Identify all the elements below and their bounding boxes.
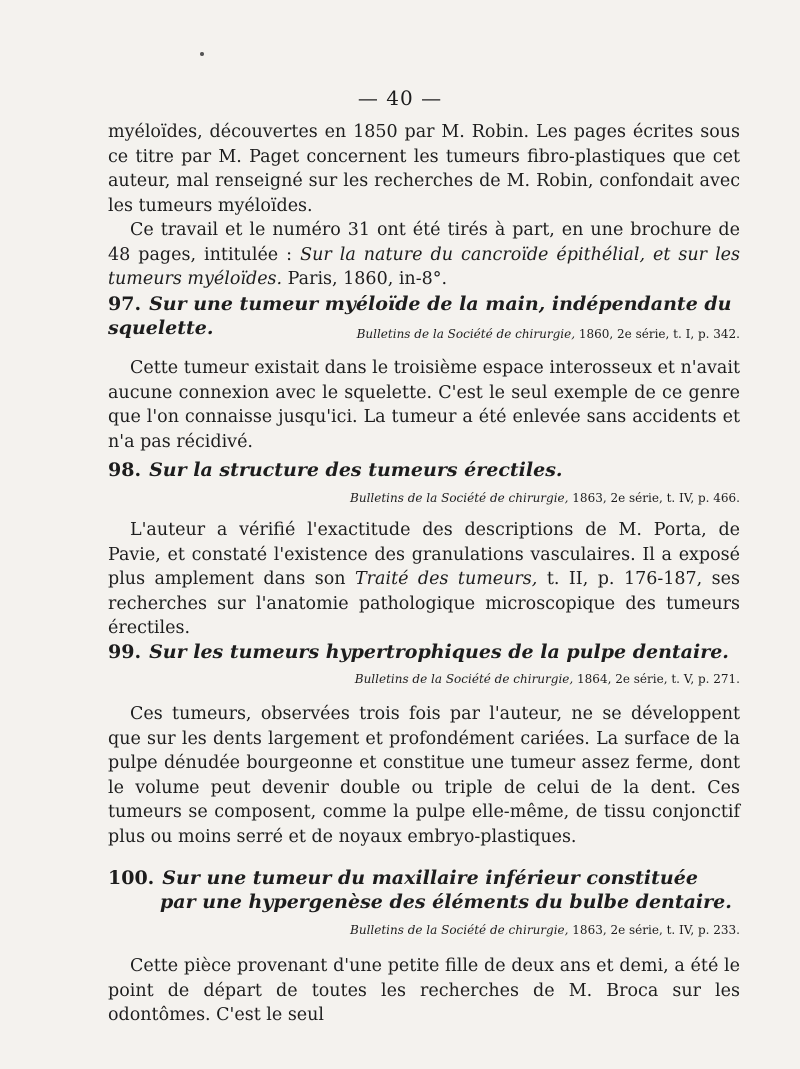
- entry-97-title: Sur une tumeur myéloïde de la main, indépendante du squelette.: [108, 293, 732, 339]
- entry-98-ref-details: 1863, 2e série, t. IV, p. 466.: [568, 491, 740, 505]
- entry-98-book-title: Traité des tumeurs,: [355, 569, 538, 589]
- entry-99-number: 99.: [108, 641, 142, 663]
- entry-98-paragraph: [108, 518, 740, 641]
- entry-98-journal: Bulletins de la Société de chirurgie,: [350, 491, 569, 505]
- entry-98-number: 98.: [108, 459, 142, 481]
- entry-97-ref-details: 1860, 2e série, t. I, p. 342.: [575, 327, 740, 341]
- page-number: — 40 —: [357, 86, 443, 110]
- entry-100-ref-details: 1863, 2e série, t. IV, p. 233.: [568, 923, 740, 937]
- entry-100-body: [108, 954, 740, 1028]
- entry-100-number: 100.: [108, 867, 155, 889]
- entry-98-heading: [108, 458, 740, 482]
- entry-100-journal: Bulletins de la Société de chirurgie,: [350, 923, 569, 937]
- entry-98-body: [108, 518, 740, 641]
- entry-97-reference: [108, 326, 740, 342]
- entry-99-body: [108, 702, 740, 849]
- entry-99-journal: Bulletins de la Société de chirurgie,: [354, 672, 574, 686]
- entry-99-paragraph: Ces tumeurs, observées trois fois par l'auteur, ne se développent que sur les dents largement et profondément cariées. La surface de la pulpe dénudée bourgeonne et constitue une tumeur assez ferme, dont le volume peut devenir double ou triple de celui de la dent. Ces tumeurs se composent, comme la pulpe elle-même, de tissu conjonctif plus ou moins serré et de noyaux embryo-plastiques.: [108, 704, 740, 847]
- intro-paragraph-2: [108, 218, 740, 292]
- entry-98-body-end: t. II, p. 176-187, ses recherches sur l'anatomie pathologique microscopique des tumeurs érectiles.: [108, 569, 740, 638]
- entry-97-body: [108, 356, 740, 454]
- intro-paragraph-1: myéloïdes, découvertes en 1850 par M. Robin. Les pages écrites sous ce titre par M. Paget concernent les tumeurs fibro-plastiques que cet auteur, mal renseigné sur les recherches de M. Robin, confondait avec les tumeurs myéloïdes.: [108, 122, 740, 216]
- entry-100-reference: [108, 922, 740, 938]
- entry-99-title: Sur les tumeurs hypertrophiques de la pulpe dentaire.: [149, 641, 729, 663]
- entry-99-ref-details: 1864, 2e série, t. V, p. 271.: [573, 672, 740, 686]
- intro-paragraph-2-start: Ce travail et le numéro 31 ont été tirés à part, en une brochure de 48 pages, intitulée :: [108, 220, 740, 265]
- entry-100-title: Sur une tumeur du maxillaire inférieur constituée par une hypergenèse des éléments du bulbe dentaire.: [160, 867, 732, 913]
- entry-99-heading: [108, 640, 740, 664]
- entry-98-body-start: L'auteur a vérifié l'exactitude des descriptions de M. Porta, de Pavie, et constaté l'existence des granulations vasculaires. Il a exposé plus amplement dans son: [108, 520, 740, 589]
- intro-paragraph-2-end: Paris, 1860, in-8°.: [282, 269, 448, 289]
- entry-97-journal: Bulletins de la Société de chirurgie,: [356, 327, 576, 341]
- ink-speck: [200, 52, 204, 56]
- entry-98-reference: [108, 490, 740, 506]
- entry-100-paragraph: Cette pièce provenant d'une petite fille de deux ans et demi, a été le point de départ de toutes les recherches de M. Broca sur les odontômes. C'est le seul: [108, 956, 740, 1025]
- entry-100-heading: [108, 866, 740, 914]
- intro-text: [108, 120, 740, 292]
- brochure-title: Sur la nature du cancroïde épithélial, et sur les tumeurs myéloïdes.: [108, 244, 741, 289]
- entry-98-title: Sur la structure des tumeurs érectiles.: [149, 459, 563, 481]
- entry-97-paragraph: Cette tumeur existait dans le troisième espace interosseux et n'avait aucune connexion avec le squelette. C'est le seul exemple de ce genre que l'on connaisse jusqu'ici. La tumeur a été enlevée sans accidents et n'a pas récidivé.: [108, 358, 740, 452]
- entry-97-number: 97.: [108, 293, 142, 315]
- entry-99-reference: [108, 671, 740, 687]
